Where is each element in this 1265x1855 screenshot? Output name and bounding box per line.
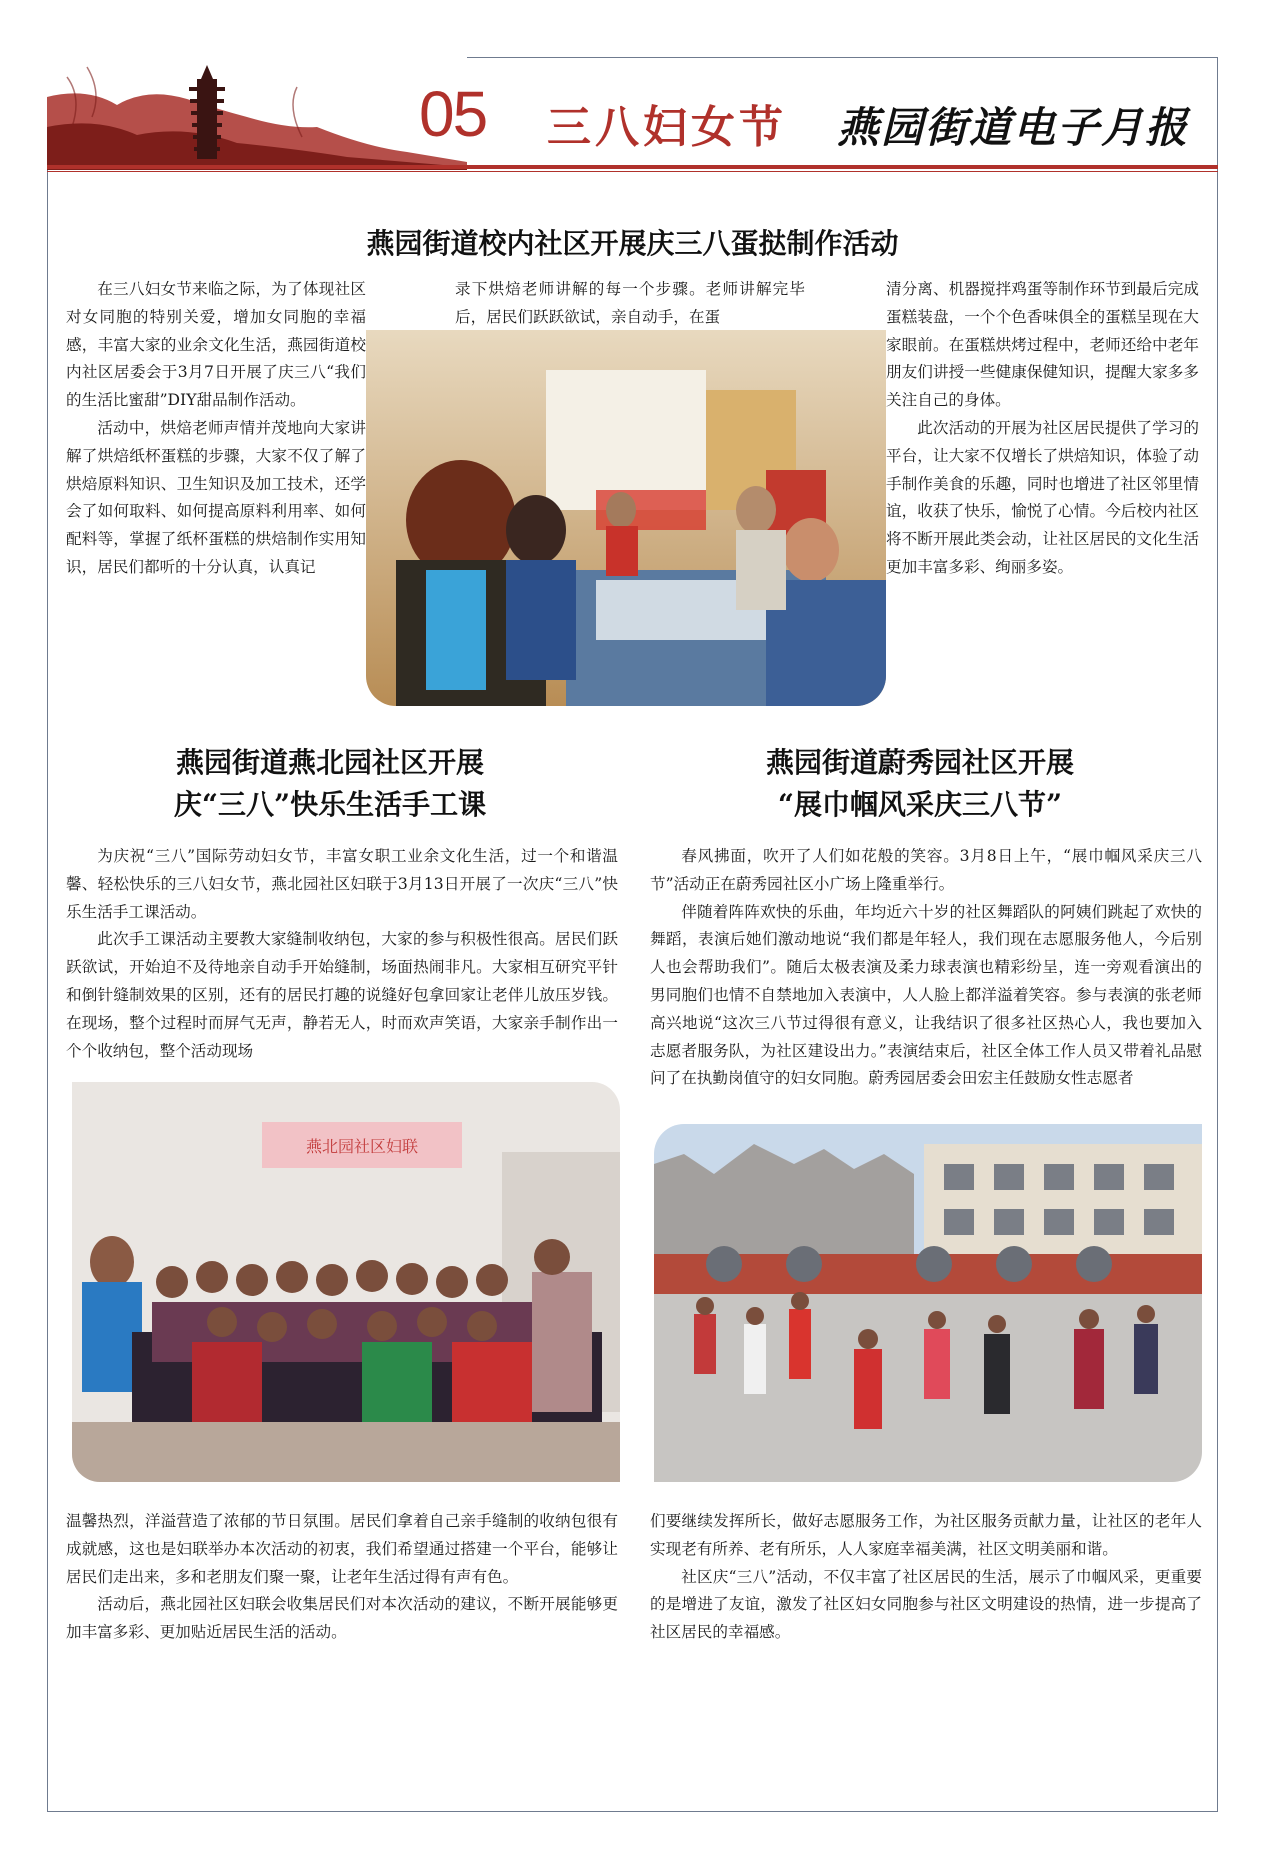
article2-para: 活动后，燕北园社区妇联会收集居民们对本次活动的建议，不断开展能够更加丰富多彩、更加贴近居民生活的活动。 [66, 1595, 618, 1642]
article1-col2 [455, 276, 805, 332]
article1-col3 [886, 276, 1199, 582]
article3-text-top [650, 843, 1202, 1093]
sewing-group-photo-image [72, 1082, 620, 1482]
sewing-group-photo [72, 1082, 620, 1482]
header-rule [47, 165, 1218, 169]
article3-para: 伴随着阵阵欢快的乐曲，年均近六十岁的社区舞蹈队的阿姨们跳起了欢快的舞蹈，表演后她们激动地说“我们都是年轻人，我们现在志愿服务他人，今后别人也会帮助我们”。随后太极表演及柔力球表演也精彩纷呈，连一旁观看演出的男同胞们也情不自禁地加入表演中，人人脸上都洋溢着笑容。参与表演的张老师高兴地说“这次三八节过得很有意义，让我结识了很多社区热心人，我也要加入志愿者服务队，为社区建设出力。”表演结束后，社区全体工作人员又带着礼品慰问了在执勤岗值守的妇女同胞。蔚秀园居委会田宏主任鼓励女性志愿者 [650, 902, 1202, 1088]
article2-para: 此次手工课活动主要教大家缝制收纳包，大家的参与积极性很高。居民们跃跃欲试，开始迫不及待地亲自动手开始缝制，场面热闹非凡。大家相互研究平针和倒针缝制效果的区别，还有的居民打趣的说缝好包拿回家让老伴儿放压岁钱。在现场，整个过程时而屏气无声，静若无人，时而欢声笑语，大家亲手制作出一个个收纳包，整个活动现场 [66, 930, 618, 1060]
article2-para: 为庆祝“三八”国际劳动妇女节，丰富女职工业余文化生活，过一个和谐温馨、轻松快乐的三八妇女节，燕北园社区妇联于3月13日开展了一次庆“三八”快乐生活手工课活动。 [66, 847, 618, 921]
article2-title-line1: 燕园街道燕北园社区开展 [175, 746, 484, 779]
article3-title-line1: 燕园街道蔚秀园社区开展 [765, 746, 1074, 779]
article3-text-bottom [650, 1508, 1202, 1647]
article1-para: 清分离、机器搅拌鸡蛋等制作环节到最后完成蛋糕装盘，一个个色香味俱全的蛋糕呈现在大家眼前。在蛋糕烘烤过程中，老师还给中老年朋友们讲授一些健康保健知识，提醒大家多多关注自己的身体。 [886, 280, 1199, 410]
article3-title-line2: “展巾帼风采庆三八节” [777, 788, 1063, 821]
article3-para: 社区庆“三八”活动，不仅丰富了社区居民的生活，展示了巾帼风采，更重要的是增进了友谊，激发了社区妇女同胞参与社区文明建设的热情，进一步提高了社区居民的幸福感。 [650, 1567, 1202, 1642]
article2-text-top [66, 843, 618, 1065]
baking-photo-image [366, 330, 886, 706]
pagoda-illustration [47, 57, 467, 170]
article1-para: 此次活动的开展为社区居民提供了学习的平台，让大家不仅增长了烘焙知识，体验了动手制作美食的乐趣，同时也增进了社区邻里情谊，收获了快乐，愉悦了心情。今后校内社区将不断开展此类会动，让社区居民的文化生活更加丰富多彩、绚丽多姿。 [886, 418, 1199, 576]
banner-text: 燕北园社区妇联 [305, 1137, 419, 1156]
article3-para: 们要继续发挥所长，做好志愿服务工作，为社区服务贡献力量，让社区的老年人实现老有所养、老有所乐，人人家庭幸福美满，社区文明美丽和谐。 [650, 1512, 1202, 1558]
article3-title [640, 742, 1200, 826]
page-number: 05 [419, 78, 487, 150]
publication-name: 燕园街道电子月报 [837, 103, 1190, 152]
article2-title-line2: 庆“三八”快乐生活手工课 [173, 788, 487, 821]
article2-para: 温馨热烈，洋溢营造了浓郁的节日氛围。居民们拿着自己亲手缝制的收纳包很有成就感，这也是妇联举办本次活动的初衷，我们希望通过搭建一个平台，能够让居民们走出来，多和老朋友们聚一聚，让老年生活过得有声有色。 [66, 1512, 618, 1586]
article1-title: 燕园街道校内社区开展庆三八蛋挞制作活动 [366, 227, 899, 260]
header-rule-thin [47, 171, 1218, 172]
article2-title [60, 742, 600, 826]
baking-photo [366, 330, 886, 706]
article1-col1 [66, 276, 366, 582]
dance-square-photo [654, 1124, 1202, 1482]
article3-para: 春风拂面，吹开了人们如花般的笑容。3月8日上午，“展巾帼风采庆三八节”活动正在蔚秀园社区小广场上隆重举行。 [650, 847, 1202, 893]
article1-para: 活动中，烘焙老师声情并茂地向大家讲解了烘焙纸杯蛋糕的步骤，大家不仅了解了烘焙原料知识、卫生知识及加工技术，还学会了如何取料、如何提高原料利用率、如何配料等，掌握了纸杯蛋糕的烘焙制作实用知识，居民们都听的十分认真，认真记 [66, 418, 366, 576]
article2-text-bottom [66, 1508, 618, 1647]
section-title: 三八妇女节 [547, 102, 787, 153]
article1-para: 录下烘焙老师讲解的每一个步骤。老师讲解完毕后，居民们跃跃欲试，亲自动手，在蛋 [455, 280, 805, 326]
article1-para: 在三八妇女节来临之际，为了体现社区对女同胞的特别关爱，增加女同胞的幸福感，丰富大家的业余文化生活，燕园街道校内社区居委会于3月7日开展了庆三八“我们的生活比蜜甜”DIY甜品制作活动。 [66, 280, 366, 410]
masthead [47, 57, 1218, 170]
dance-square-photo-image [654, 1124, 1202, 1482]
